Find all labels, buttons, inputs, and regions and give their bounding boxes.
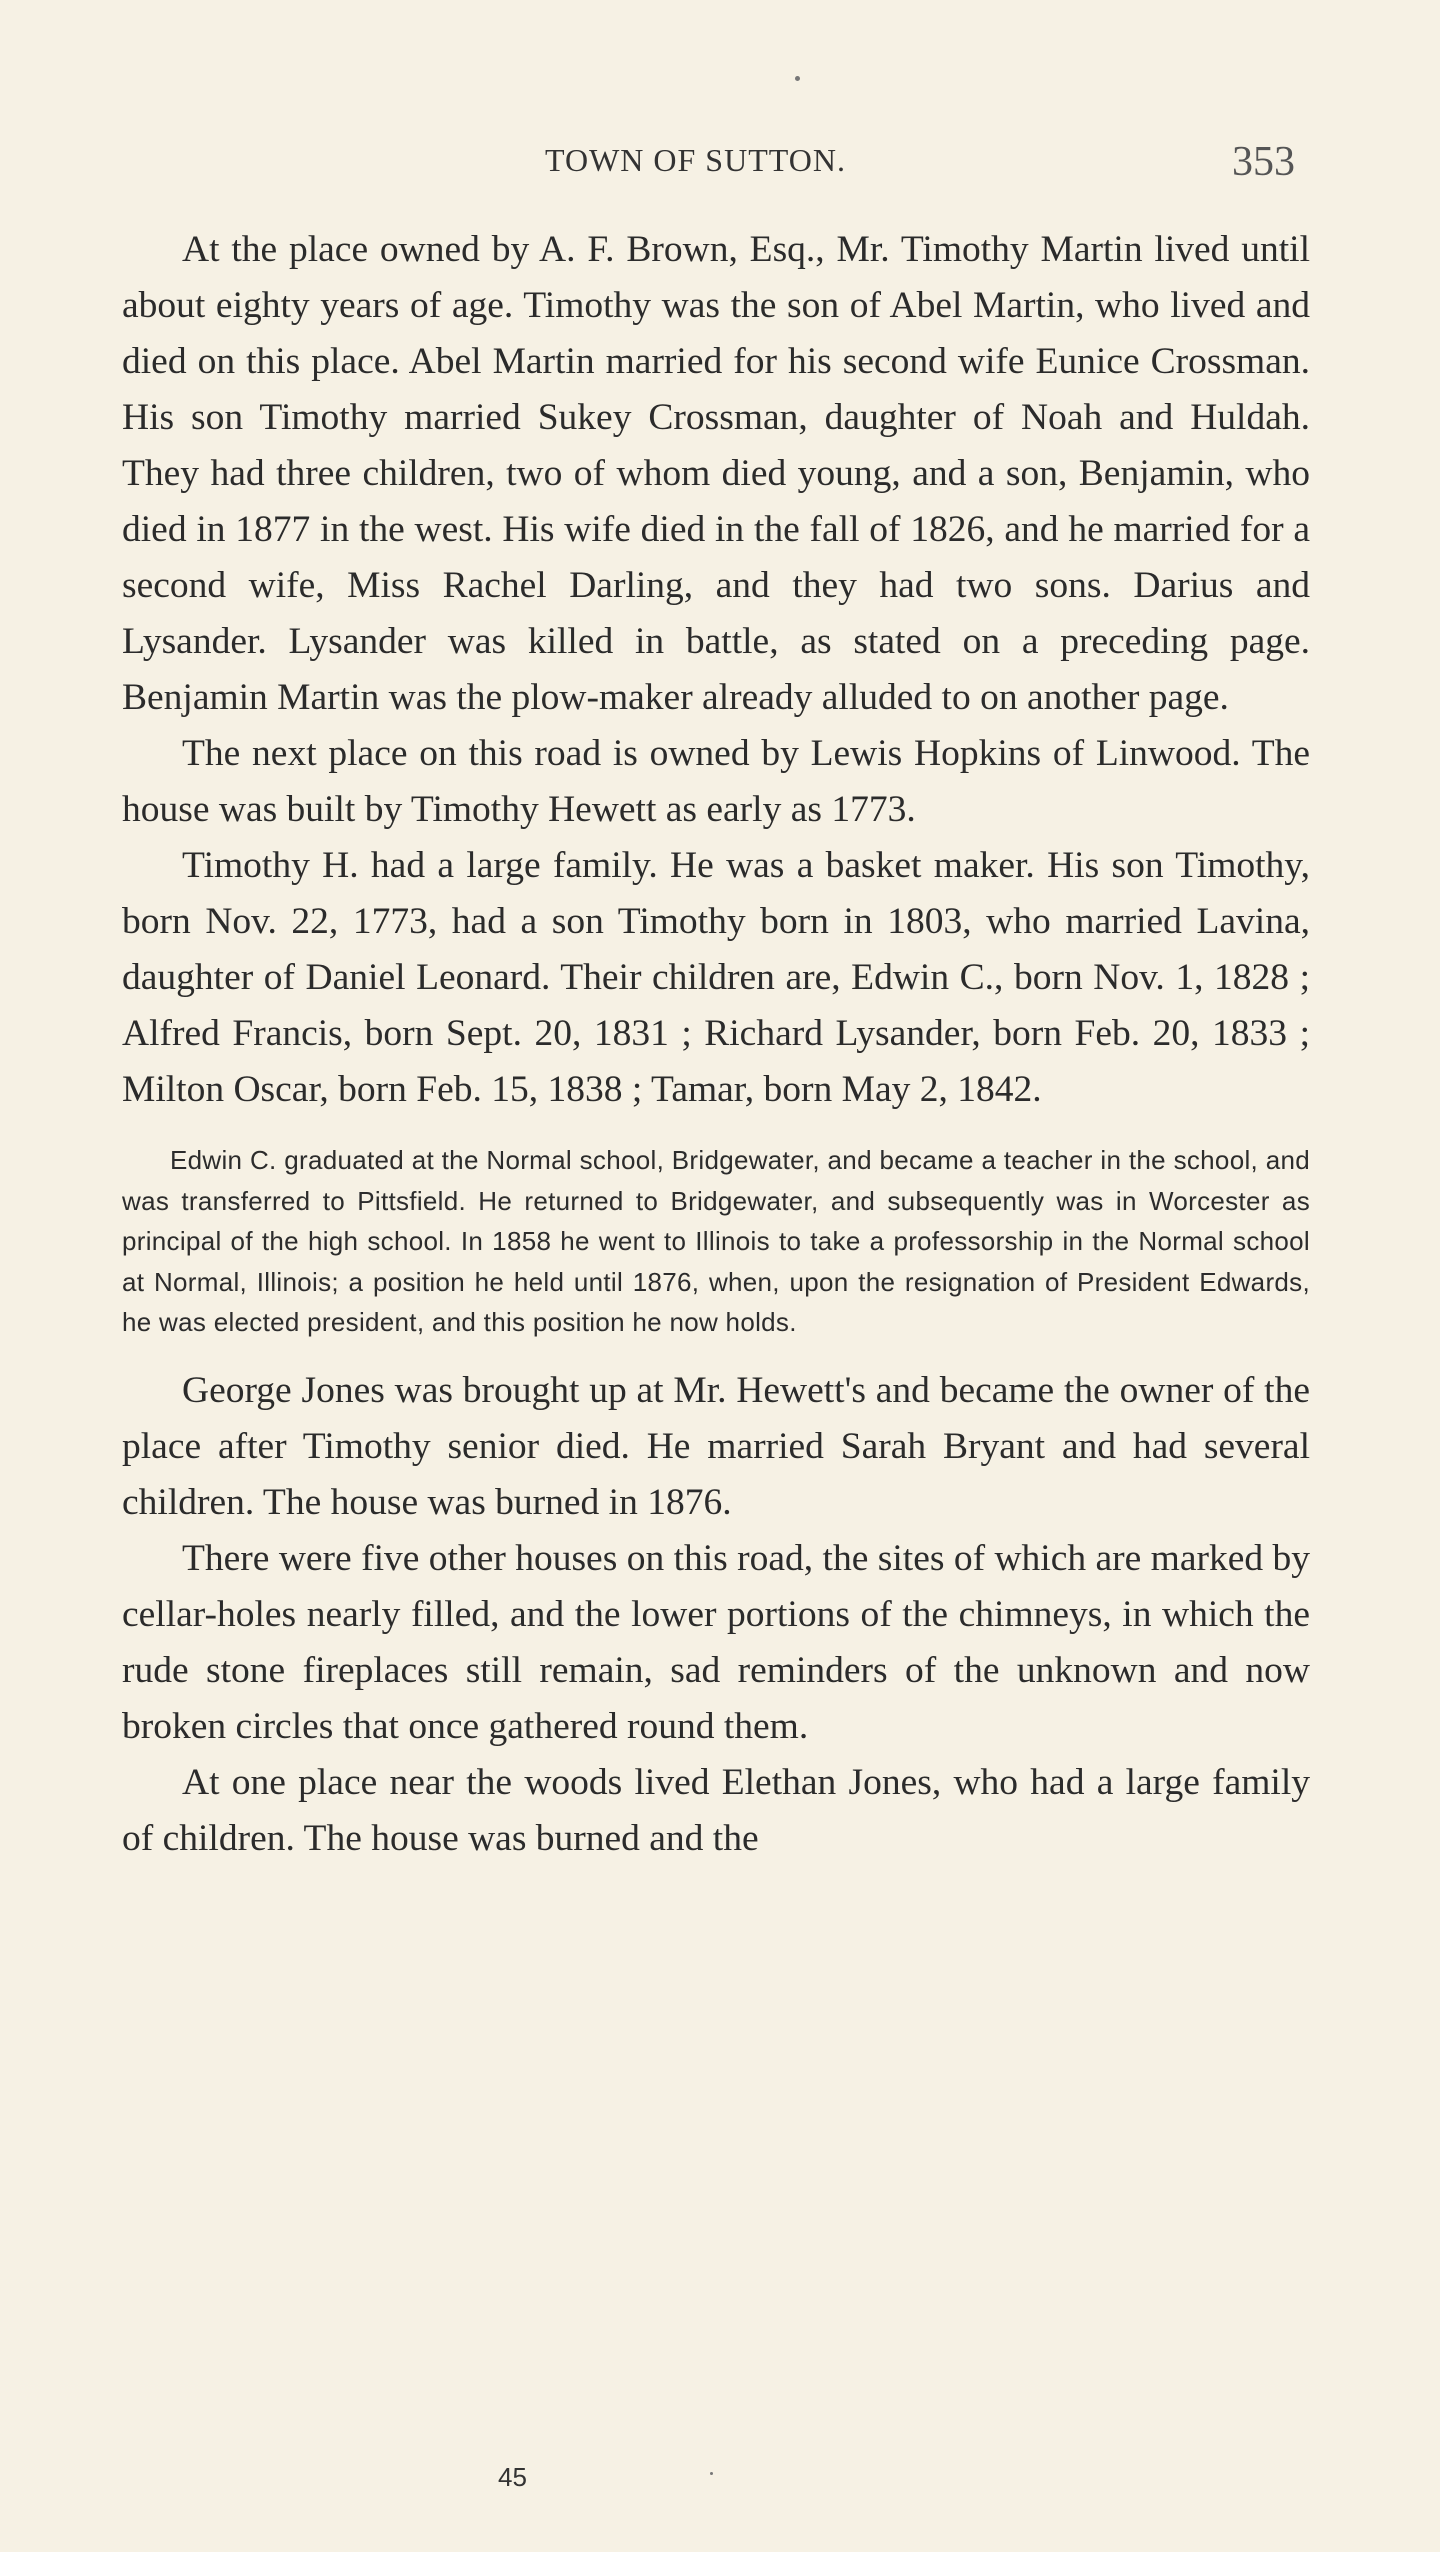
print-speck bbox=[710, 2472, 713, 2475]
body-text bbox=[122, 222, 1310, 1867]
paragraph-cellar-holes: There were five other houses on this road, the sites of which are marked by cellar-holes nearly filled, and the lower portions of the chimneys, in which the rude stone fireplaces still remain, sad reminders of the unknown and now broken circles that once gathered round them. bbox=[122, 1537, 1310, 1747]
paragraph-hewett-family: Timothy H. had a large family. He was a basket maker. His son Timothy, born Nov. 22, 1773, had a son Timothy born in 1803, who married Lavina, daughter of Daniel Leonard. Their children are, Edwin C., born Nov. 1, 1828 ; Alfred Francis, born Sept. 20, 1831 ; Richard Lysander, born Feb. 20, 1833 ; Milton Oscar, born Feb. 15, 1838 ; Tamar, born May 2, 1842. bbox=[122, 845, 1310, 1110]
paragraph-elethan-jones: At one place near the woods lived Elethan Jones, who had a large family of children. The house was burned and the bbox=[122, 1761, 1310, 1859]
running-head: TOWN OF SUTTON. bbox=[545, 142, 846, 178]
note-edwin-c: Edwin C. graduated at the Normal school, Bridgewater, and became a teacher in the school, and was transferred to Pittsfield. He returned to Bridgewater, and subsequently was in Worcester as principal of the high school. In 1858 he went to Illinois to take a professorship in the Normal school at Normal, Illinois; a position he held until 1876, when, upon the resignation of President Edwards, he was elected president, and this position he now holds. bbox=[122, 1145, 1310, 1337]
paragraph-hopkins: The next place on this road is owned by Lewis Hopkins of Linwood. The house was built by Timothy Hewett as early as 1773. bbox=[122, 733, 1310, 830]
paragraph-george-jones: George Jones was brought up at Mr. Hewett's and became the owner of the place after Timothy senior died. He married Sarah Bryant and had several children. The house was burned in 1876. bbox=[122, 1369, 1310, 1523]
signature-mark: 45 bbox=[498, 2462, 527, 2492]
paragraph-martin: At the place owned by A. F. Brown, Esq., Mr. Timothy Martin lived until about eighty years of age. Timothy was the son of Abel Martin, who lived and died on this place. Abel Martin married for his second wife Eunice Crossman. His son Timothy married Sukey Crossman, daughter of Noah and Huldah. They had three children, two of whom died young, and a son, Benjamin, who died in 1877 in the west. His wife died in the fall of 1826, and he married for a second wife, Miss Rachel Darling, and they had two sons. Darius and Lysander. Lysander was killed in battle, as stated on a preceding page. Benjamin Martin was the plow-maker already alluded to on another page. bbox=[122, 229, 1310, 718]
page-header bbox=[0, 138, 1440, 188]
print-speck bbox=[795, 76, 800, 81]
page-number: 353 bbox=[1232, 139, 1295, 185]
